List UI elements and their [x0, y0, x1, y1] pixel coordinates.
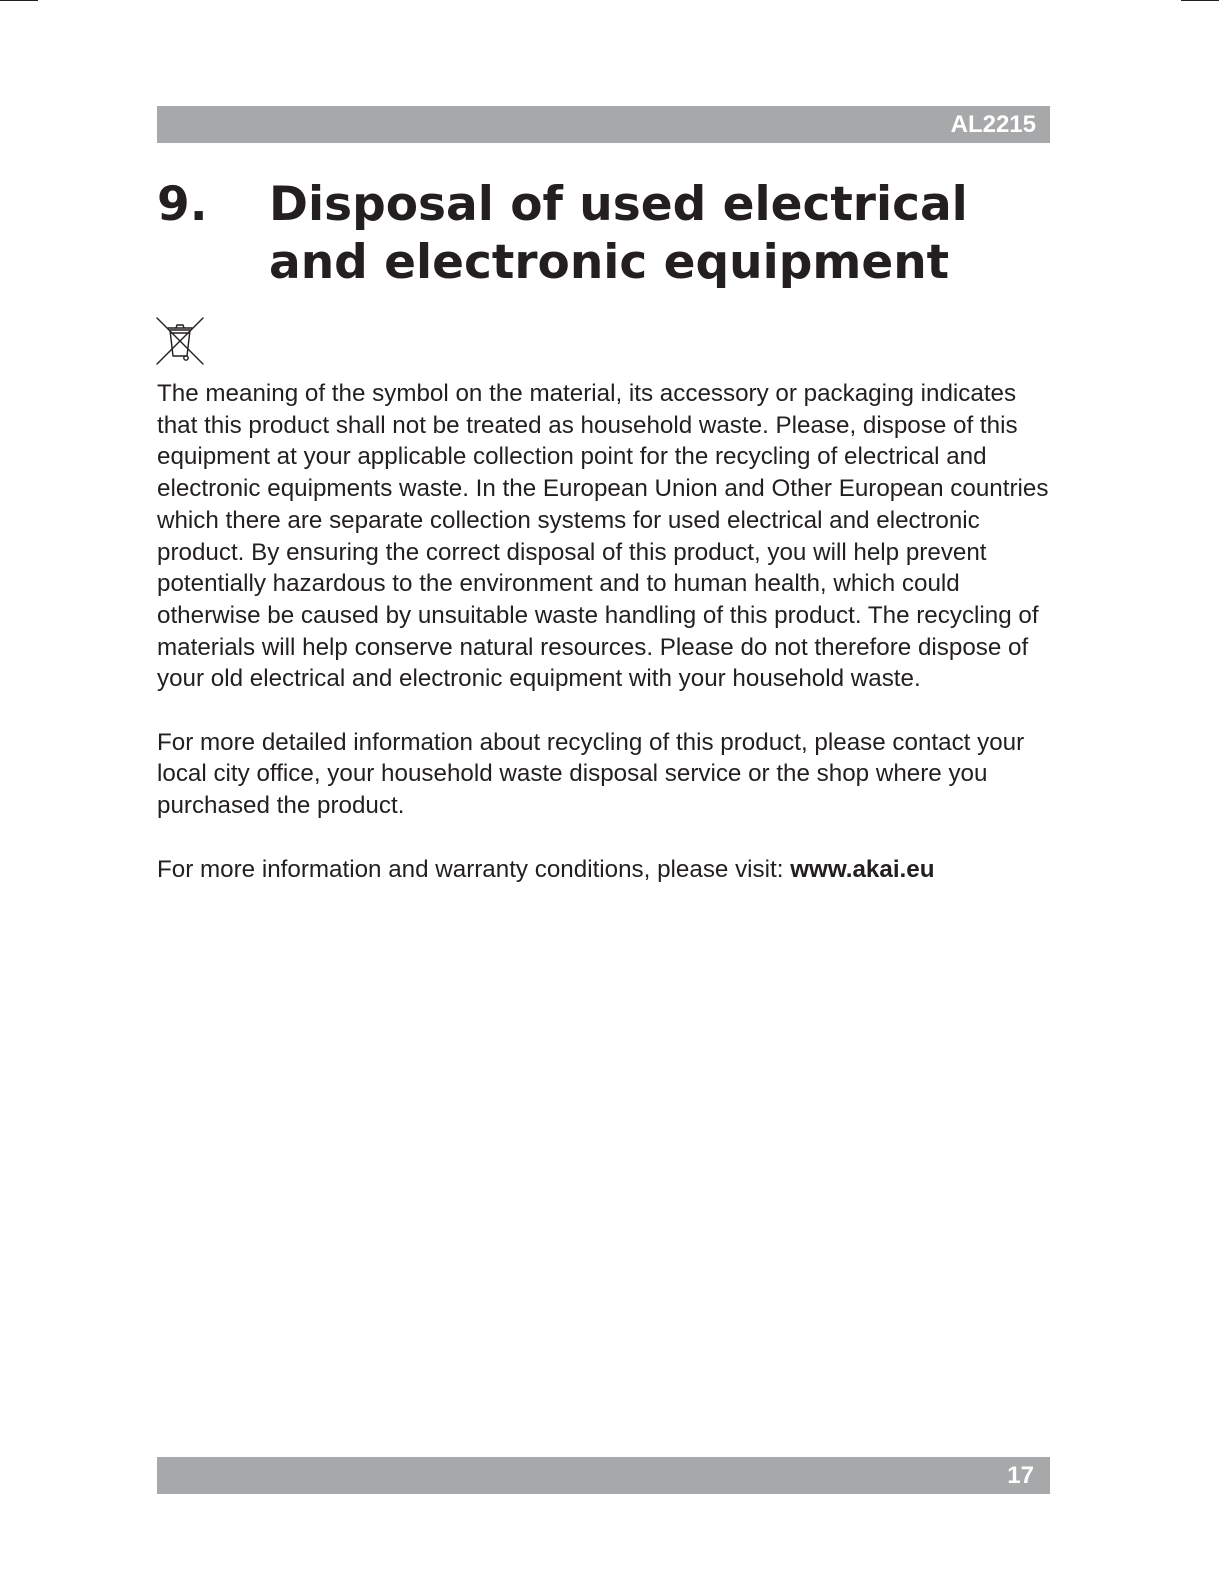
recycling-info-paragraph: For more detailed information about recycling of this product, please contact your local city office, your household waste disposal service or the shop where you purchased the product. — [157, 728, 1025, 820]
footer-bar — [157, 1457, 1050, 1494]
crop-mark-right — [1181, 0, 1219, 1]
section-number: 9. — [157, 177, 208, 232]
model-number: AL2215 — [950, 111, 1036, 138]
page-number: 17 — [1007, 1462, 1034, 1489]
crop-mark-left — [0, 0, 38, 1]
section-heading: Disposal of used electrical and electronic equipment — [269, 177, 968, 290]
header-bar — [157, 106, 1050, 143]
crossed-out-wheelie-bin-icon — [155, 316, 205, 366]
warranty-text: For more information and warranty conditions, please visit: — [157, 855, 784, 883]
website-link[interactable]: www.akai.eu — [790, 855, 935, 883]
body-text — [157, 378, 1050, 917]
warranty-paragraph — [157, 854, 1050, 886]
disposal-paragraph: The meaning of the symbol on the material, its accessory or packaging indicates that this product shall not be treated as household waste. Please, dispose of this equipment at your applicable collection point for the recycling of electrical and electronic equipments waste. In the European Union and Other European countries which there are separate collection systems for used electrical and electronic product. By ensuring the correct disposal of this product, you will help prevent potentially hazardous to the environment and to human health, which could otherwise be caused by unsuitable waste handling of this product. The recycling of materials will help conserve natural resources. Please do not therefore dispose of your old electrical and electronic equipment with your household waste. — [157, 380, 1049, 693]
